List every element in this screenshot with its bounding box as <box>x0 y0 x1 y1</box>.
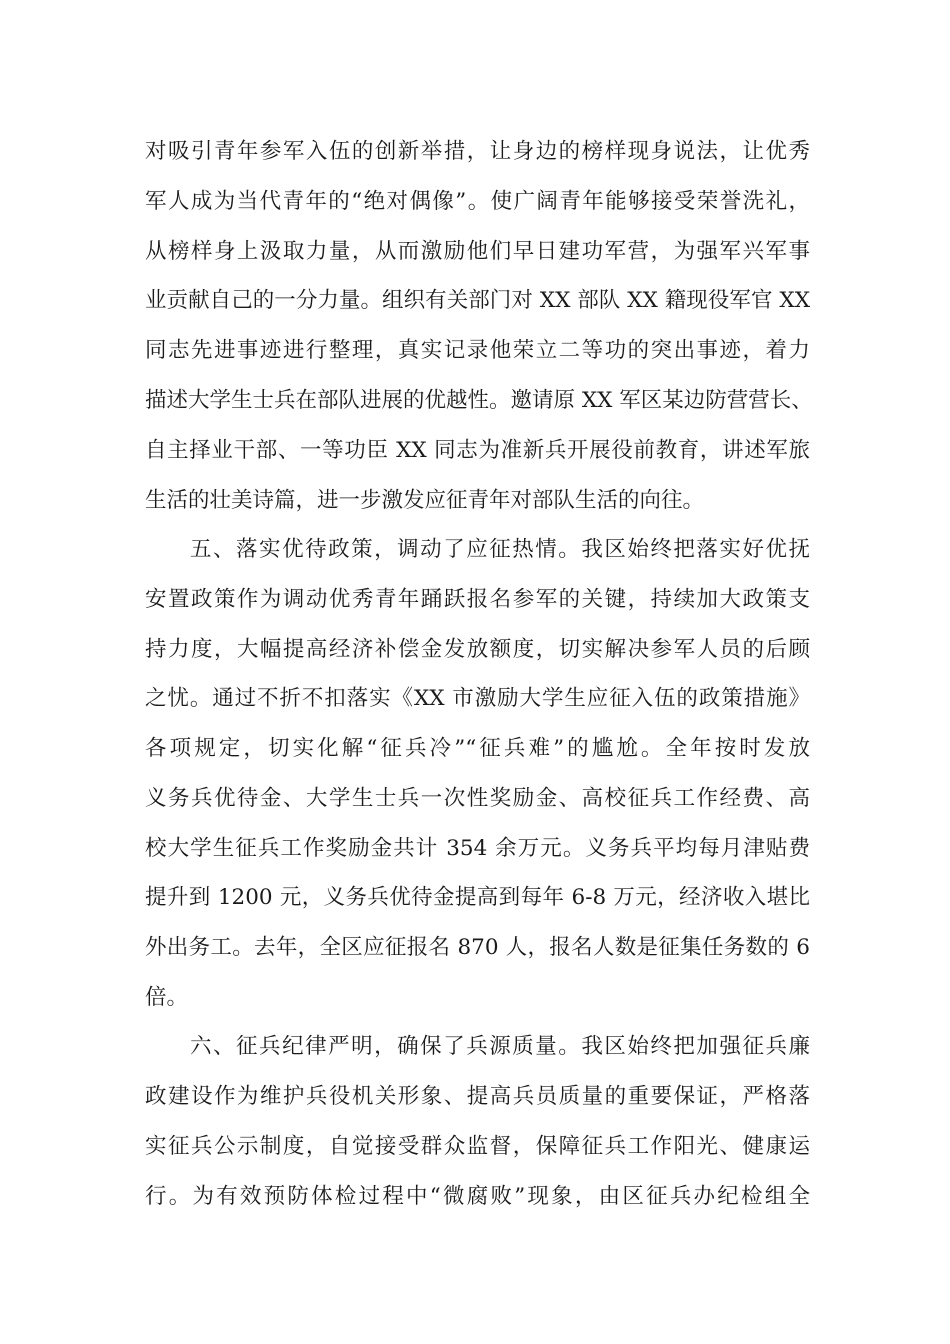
text-line: 生活的壮美诗篇，进一步激发应征青年对部队生活的向往。 <box>145 488 705 513</box>
text-line: 之忧。通过不折不扣落实《XX 市激励大学生应征入伍的政策措施》 <box>145 686 810 711</box>
text-line: 同志先进事迹进行整理，真实记录他荣立二等功的突出事迹，着力 <box>145 338 810 363</box>
section-five-heading-line: 五、落实优待政策，调动了应征热情。我区始终把落实好优抚 <box>190 537 810 562</box>
text-line: 实征兵公示制度，自觉接受群众监督，保障征兵工作阳光、健康运 <box>145 1134 810 1159</box>
text-line: 描述大学生士兵在部队进展的优越性。邀请原 XX 军区某边防营营长、 <box>145 388 813 413</box>
text-line: 义务兵优待金、大学生士兵一次性奖励金、高校征兵工作经费、高 <box>145 786 810 811</box>
text-line: 提升到 1200 元，义务兵优待金提高到每年 6-8 万元，经济收入堪比 <box>145 885 810 910</box>
text-line: 行。为有效预防体检过程中“微腐败”现象，由区征兵办纪检组全 <box>145 1184 810 1209</box>
text-line: 政建设作为维护兵役机关形象、提高兵员质量的重要保证，严格落 <box>145 1084 810 1109</box>
section-six-heading-line: 六、征兵纪律严明，确保了兵源质量。我区始终把加强征兵廉 <box>190 1034 810 1059</box>
text-line: 对吸引青年参军入伍的创新举措，让身边的榜样现身说法，让优秀 <box>145 139 810 164</box>
text-line: 外出务工。去年，全区应征报名 870 人，报名人数是征集任务数的 6 <box>145 935 810 960</box>
text-line: 倍。 <box>145 985 189 1010</box>
text-line: 各项规定，切实化解“征兵冷”“征兵难”的尴尬。全年按时发放 <box>145 736 810 761</box>
text-line: 校大学生征兵工作奖励金共计 354 余万元。义务兵平均每月津贴费 <box>145 836 810 861</box>
text-line: 业贡献自己的一分力量。组织有关部门对 XX 部队 XX 籍现役军官 XX <box>145 288 810 313</box>
text-line: 自主择业干部、一等功臣 XX 同志为准新兵开展役前教育，讲述军旅 <box>145 438 810 463</box>
text-line: 持力度，大幅提高经济补偿金发放额度，切实解决参军人员的后顾 <box>145 637 810 662</box>
text-line: 军人成为当代青年的“绝对偶像”。使广阔青年能够接受荣誉洗礼， <box>145 189 810 214</box>
text-line: 安置政策作为调动优秀青年踊跃报名参军的关键，持续加大政策支 <box>145 587 810 612</box>
text-line: 从榜样身上汲取力量，从而激励他们早日建功军营，为强军兴军事 <box>145 239 810 264</box>
